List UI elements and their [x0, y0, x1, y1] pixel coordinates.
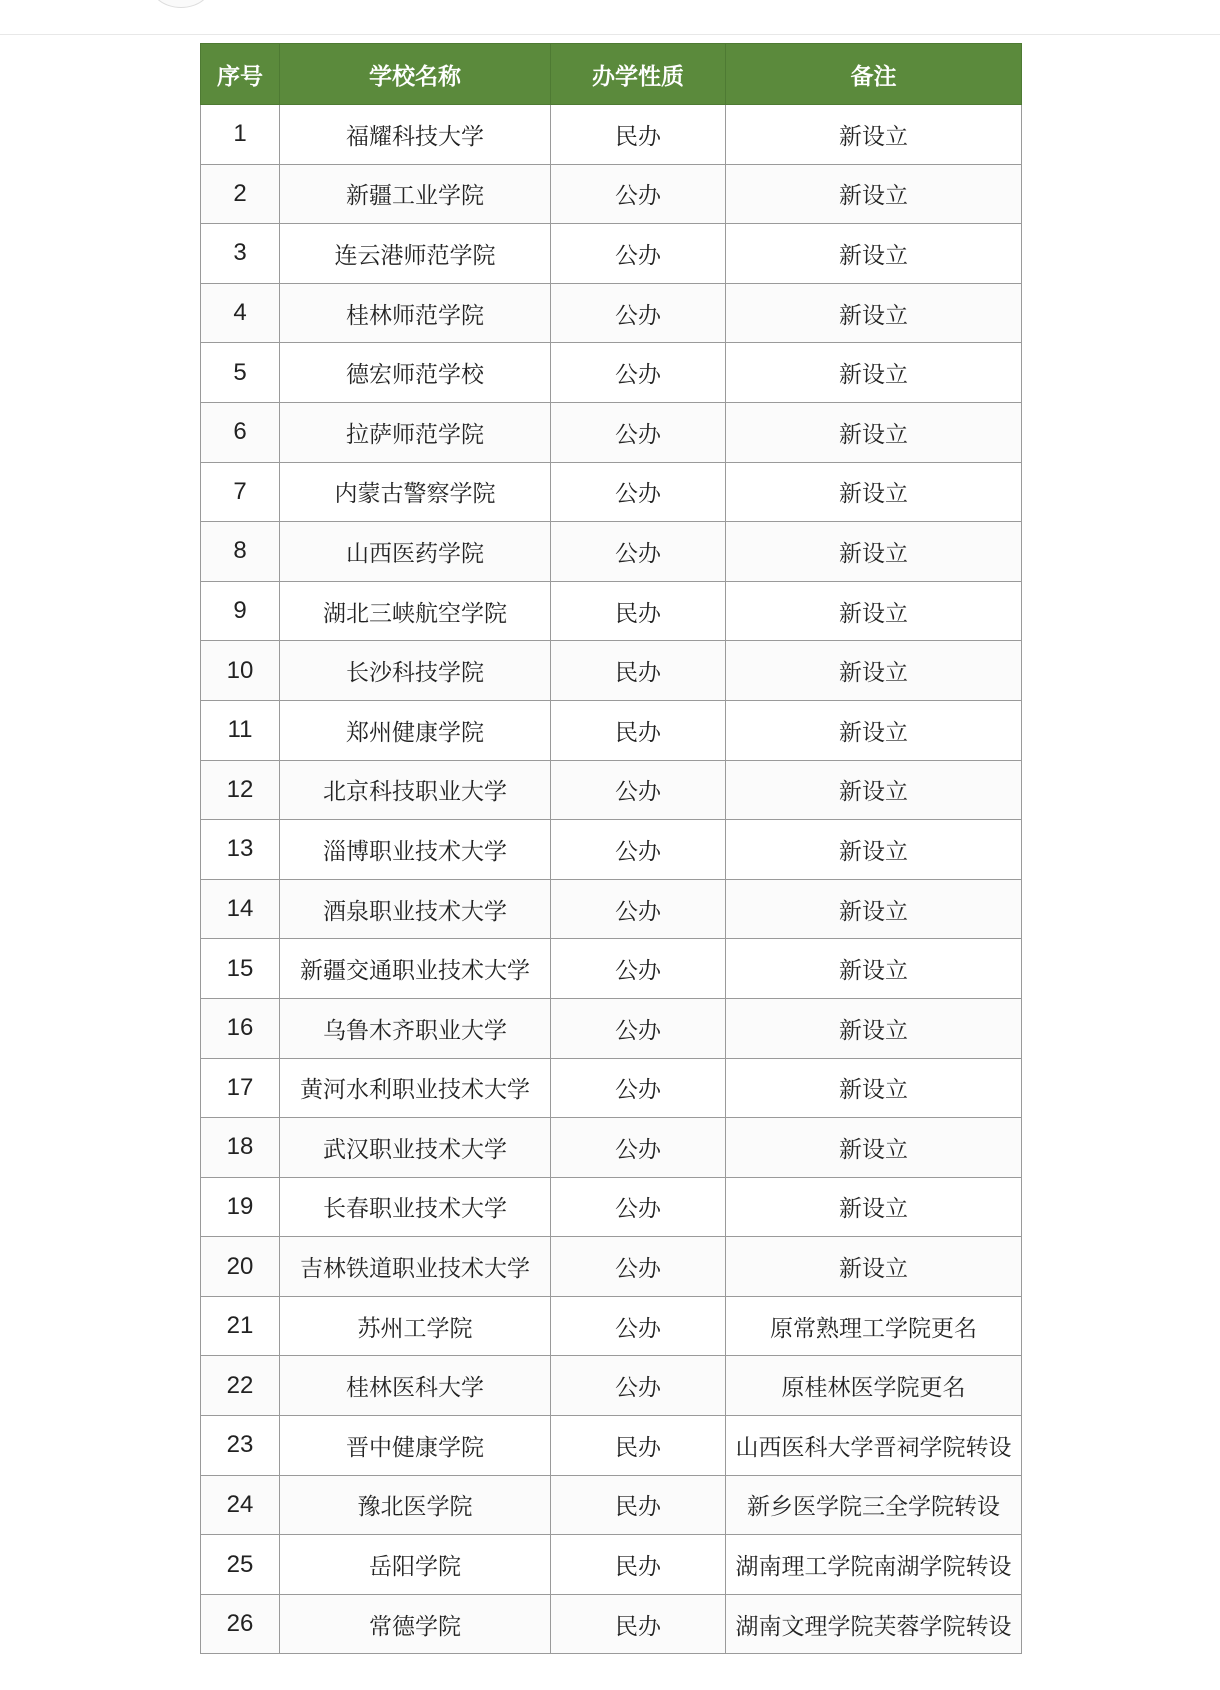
header-school-type: 办学性质: [551, 44, 726, 105]
cell-school-type: 民办: [551, 1594, 726, 1654]
top-bar: [0, 0, 1220, 35]
cell-remarks: 山西医科大学晋祠学院转设: [726, 1416, 1022, 1476]
cell-school-name: 内蒙古警察学院: [280, 462, 551, 522]
cell-school-name: 拉萨师范学院: [280, 402, 551, 462]
cell-school-name: 豫北医学院: [280, 1475, 551, 1535]
cell-remarks: 原桂林医学院更名: [726, 1356, 1022, 1416]
cell-remarks: 湖南文理学院芙蓉学院转设: [726, 1594, 1022, 1654]
cell-school-type: 公办: [551, 1296, 726, 1356]
cell-school-type: 公办: [551, 402, 726, 462]
cell-school-name: 酒泉职业技术大学: [280, 879, 551, 939]
table-body: [201, 105, 1022, 1654]
cell-serial-number: 12: [201, 760, 280, 820]
cell-remarks: 新乡医学院三全学院转设: [726, 1475, 1022, 1535]
cell-remarks: 新设立: [726, 343, 1022, 403]
cell-school-type: 民办: [551, 700, 726, 760]
table-row: [201, 164, 1022, 224]
table-row: [201, 1475, 1022, 1535]
cell-remarks: 新设立: [726, 760, 1022, 820]
table-row: [201, 462, 1022, 522]
table-row: [201, 343, 1022, 403]
cell-school-name: 北京科技职业大学: [280, 760, 551, 820]
table-row: [201, 522, 1022, 582]
cell-school-type: 公办: [551, 1237, 726, 1297]
cell-remarks: 新设立: [726, 224, 1022, 284]
cell-remarks: 新设立: [726, 1058, 1022, 1118]
schools-table: [200, 43, 1022, 1654]
cell-school-type: 公办: [551, 939, 726, 999]
cell-remarks: 新设立: [726, 283, 1022, 343]
cell-school-type: 公办: [551, 462, 726, 522]
avatar: [150, 0, 212, 8]
cell-remarks: 新设立: [726, 402, 1022, 462]
table-row: [201, 879, 1022, 939]
cell-school-type: 公办: [551, 283, 726, 343]
cell-school-type: 民办: [551, 1535, 726, 1595]
cell-serial-number: 22: [201, 1356, 280, 1416]
cell-school-name: 武汉职业技术大学: [280, 1118, 551, 1178]
cell-serial-number: 4: [201, 283, 280, 343]
cell-school-name: 新疆交通职业技术大学: [280, 939, 551, 999]
cell-school-type: 公办: [551, 522, 726, 582]
cell-remarks: 湖南理工学院南湖学院转设: [726, 1535, 1022, 1595]
cell-remarks: 新设立: [726, 105, 1022, 165]
cell-remarks: 新设立: [726, 462, 1022, 522]
cell-school-name: 桂林医科大学: [280, 1356, 551, 1416]
cell-school-type: 公办: [551, 224, 726, 284]
table-row: [201, 1118, 1022, 1178]
cell-serial-number: 11: [201, 700, 280, 760]
cell-serial-number: 23: [201, 1416, 280, 1476]
cell-remarks: 新设立: [726, 1118, 1022, 1178]
cell-serial-number: 25: [201, 1535, 280, 1595]
cell-school-name: 福耀科技大学: [280, 105, 551, 165]
cell-remarks: 新设立: [726, 641, 1022, 701]
cell-school-type: 民办: [551, 105, 726, 165]
table-row: [201, 641, 1022, 701]
cell-school-name: 黄河水利职业技术大学: [280, 1058, 551, 1118]
cell-school-type: 公办: [551, 820, 726, 880]
cell-school-name: 常德学院: [280, 1594, 551, 1654]
table-row: [201, 939, 1022, 999]
cell-school-name: 桂林师范学院: [280, 283, 551, 343]
cell-serial-number: 17: [201, 1058, 280, 1118]
cell-serial-number: 24: [201, 1475, 280, 1535]
cell-school-type: 公办: [551, 879, 726, 939]
table-row: [201, 700, 1022, 760]
cell-serial-number: 26: [201, 1594, 280, 1654]
cell-remarks: 新设立: [726, 581, 1022, 641]
cell-remarks: 新设立: [726, 998, 1022, 1058]
cell-school-type: 公办: [551, 343, 726, 403]
cell-serial-number: 10: [201, 641, 280, 701]
table-row: [201, 820, 1022, 880]
table-header-row: [201, 44, 1022, 105]
table-row: [201, 402, 1022, 462]
table-row: [201, 581, 1022, 641]
cell-school-name: 郑州健康学院: [280, 700, 551, 760]
table-row: [201, 1594, 1022, 1654]
table-row: [201, 1535, 1022, 1595]
cell-serial-number: 7: [201, 462, 280, 522]
table-row: [201, 1356, 1022, 1416]
cell-serial-number: 15: [201, 939, 280, 999]
header-serial-number: 序号: [201, 44, 280, 105]
table-row: [201, 224, 1022, 284]
table-row: [201, 1296, 1022, 1356]
table-row: [201, 105, 1022, 165]
cell-remarks: 原常熟理工学院更名: [726, 1296, 1022, 1356]
cell-school-name: 岳阳学院: [280, 1535, 551, 1595]
cell-school-name: 苏州工学院: [280, 1296, 551, 1356]
cell-school-name: 连云港师范学院: [280, 224, 551, 284]
cell-school-name: 山西医药学院: [280, 522, 551, 582]
cell-school-type: 民办: [551, 581, 726, 641]
cell-school-type: 公办: [551, 1118, 726, 1178]
cell-serial-number: 21: [201, 1296, 280, 1356]
cell-serial-number: 8: [201, 522, 280, 582]
cell-remarks: 新设立: [726, 939, 1022, 999]
cell-serial-number: 20: [201, 1237, 280, 1297]
table-row: [201, 283, 1022, 343]
cell-school-type: 公办: [551, 760, 726, 820]
cell-serial-number: 19: [201, 1177, 280, 1237]
cell-remarks: 新设立: [726, 700, 1022, 760]
cell-school-name: 新疆工业学院: [280, 164, 551, 224]
cell-school-name: 长沙科技学院: [280, 641, 551, 701]
table-row: [201, 760, 1022, 820]
cell-serial-number: 9: [201, 581, 280, 641]
cell-school-type: 公办: [551, 164, 726, 224]
cell-school-name: 长春职业技术大学: [280, 1177, 551, 1237]
cell-school-type: 公办: [551, 1356, 726, 1416]
cell-serial-number: 5: [201, 343, 280, 403]
schools-table-container: [200, 43, 1021, 1654]
header-school-name: 学校名称: [280, 44, 551, 105]
cell-remarks: 新设立: [726, 1177, 1022, 1237]
cell-serial-number: 13: [201, 820, 280, 880]
cell-remarks: 新设立: [726, 879, 1022, 939]
cell-school-name: 德宏师范学校: [280, 343, 551, 403]
cell-serial-number: 14: [201, 879, 280, 939]
cell-school-name: 晋中健康学院: [280, 1416, 551, 1476]
cell-school-type: 公办: [551, 998, 726, 1058]
cell-serial-number: 6: [201, 402, 280, 462]
cell-school-type: 民办: [551, 641, 726, 701]
cell-serial-number: 1: [201, 105, 280, 165]
cell-school-name: 吉林铁道职业技术大学: [280, 1237, 551, 1297]
cell-school-type: 民办: [551, 1416, 726, 1476]
cell-serial-number: 2: [201, 164, 280, 224]
cell-remarks: 新设立: [726, 1237, 1022, 1297]
cell-school-name: 湖北三峡航空学院: [280, 581, 551, 641]
table-row: [201, 1237, 1022, 1297]
table-row: [201, 1177, 1022, 1237]
cell-school-name: 乌鲁木齐职业大学: [280, 998, 551, 1058]
cell-remarks: 新设立: [726, 164, 1022, 224]
cell-remarks: 新设立: [726, 820, 1022, 880]
header-remarks: 备注: [726, 44, 1022, 105]
table-row: [201, 1416, 1022, 1476]
table-row: [201, 1058, 1022, 1118]
cell-serial-number: 16: [201, 998, 280, 1058]
cell-school-type: 公办: [551, 1058, 726, 1118]
table-row: [201, 998, 1022, 1058]
cell-serial-number: 18: [201, 1118, 280, 1178]
cell-school-type: 民办: [551, 1475, 726, 1535]
cell-school-type: 公办: [551, 1177, 726, 1237]
cell-remarks: 新设立: [726, 522, 1022, 582]
cell-school-name: 淄博职业技术大学: [280, 820, 551, 880]
cell-serial-number: 3: [201, 224, 280, 284]
